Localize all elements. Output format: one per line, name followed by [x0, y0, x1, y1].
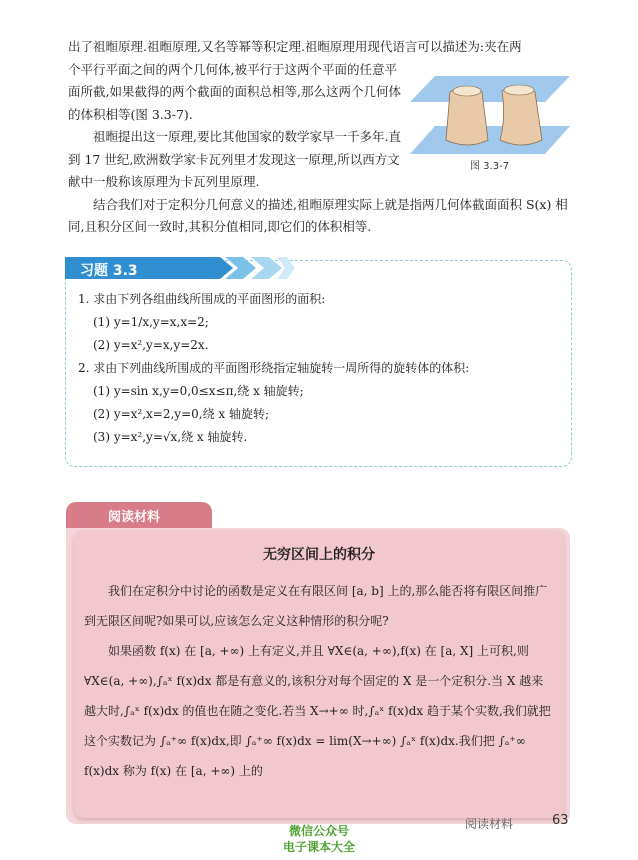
exercise-item-2-sub-1: (1) y=sin x,y=0,0≤x≤π,绕 x 轴旋转;: [93, 384, 304, 398]
reading-title: 无穷区间上的积分: [263, 547, 375, 563]
exercise-item-1-sub-2: (2) y=x²,y=x,y=2x.: [93, 338, 209, 352]
footer-section-label: 阅读材料: [465, 817, 514, 831]
cross-section-left: [453, 86, 481, 96]
exercise-item-2-sub-3: (3) y=x²,y=√x,绕 x 轴旋转.: [93, 430, 248, 444]
watermark-line-1: 微信公众号: [288, 824, 349, 838]
exercise-item-1-sub-1: (1) y=1/x,y=x,x=2;: [93, 315, 209, 329]
watermark-line-2: 电子课本大全: [282, 840, 355, 854]
intro-paragraph-3: 结合我们对于定积分几何意义的描述,祖暅原理实际上就是指两几何体截面面积 S(x) 相同,且积分区间一致时,其积分值相同,即它们的体积相等.: [68, 196, 568, 234]
intro-paragraph-1b: 个平行平面之间的两个几何体,被平行于这两个平面的任意平面所截,如果截得的两个截面的面积总相等,那么这两个几何体的体积相等(图 3.3-7).: [68, 61, 401, 122]
exercise-item-2: 2. 求由下列曲线所围成的平面图形绕指定轴旋转一周所得的旋转体的体积:: [78, 361, 470, 375]
intro-paragraph-1a: 出了祖暅原理.祖暅原理,又名等幂等积定理.祖暅原理用现代语言可以描述为:夹在两: [68, 39, 522, 54]
exercise-item-2-sub-2: (2) y=x²,x=2,y=0,绕 x 轴旋转;: [93, 407, 270, 421]
reading-paragraph-1: 我们在定积分中讨论的函数是定义在有限区间 [a, b] 上的,那么能否将有限区间推广到无限区间呢?如果可以,应该怎么定义这种情形的积分呢?: [84, 584, 548, 628]
intro-paragraph-2: 祖暅提出这一原理,要比其他国家的数学家早一千多年.直到 17 世纪,欧洲数学家卡瓦列里才发现这一原理,所以西方文献中一般称该原理为卡瓦列里原理.: [68, 129, 401, 189]
reading-paragraph-2: 如果函数 f(x) 在 [a, +∞) 上有定义,并且 ∀X∈(a, +∞),f(x) 在 [a, X] 上可积,则 ∀X∈(a, +∞),∫ₐˣ f(x)dx 都是有意义的,该积分对每个固定的 X 是一个定积分.当 X 越来越大时,∫ₐˣ f(x)dx 的值也在随之变化.若当 X→+∞ 时,∫ₐˣ f(x)dx 趋于某个实数,我们就把这个实数记为 ∫ₐ⁺∞ f(x)dx,即 ∫ₐ⁺∞ f(x)dx = lim(X→+∞) ∫ₐˣ f(x)dx.我们把 ∫ₐ⁺∞ f(x)dx 称为 f(x) 在 [a, +∞) 上的: [84, 644, 551, 778]
reading-body: [84, 576, 554, 786]
figure-caption: 图 3.3-7: [470, 161, 510, 172]
cross-section-right: [504, 85, 534, 95]
exercise-item-1: 1. 求由下列各组曲线所围成的平面图形的面积:: [78, 292, 326, 306]
reading-tab-label: 阅读材料: [108, 510, 161, 525]
exercise-list: [78, 288, 563, 449]
exercise-title: 习题 3.3: [80, 263, 138, 279]
page-number: 63: [552, 813, 569, 828]
bottom-plane: [410, 126, 570, 154]
top-plane: [410, 76, 570, 102]
